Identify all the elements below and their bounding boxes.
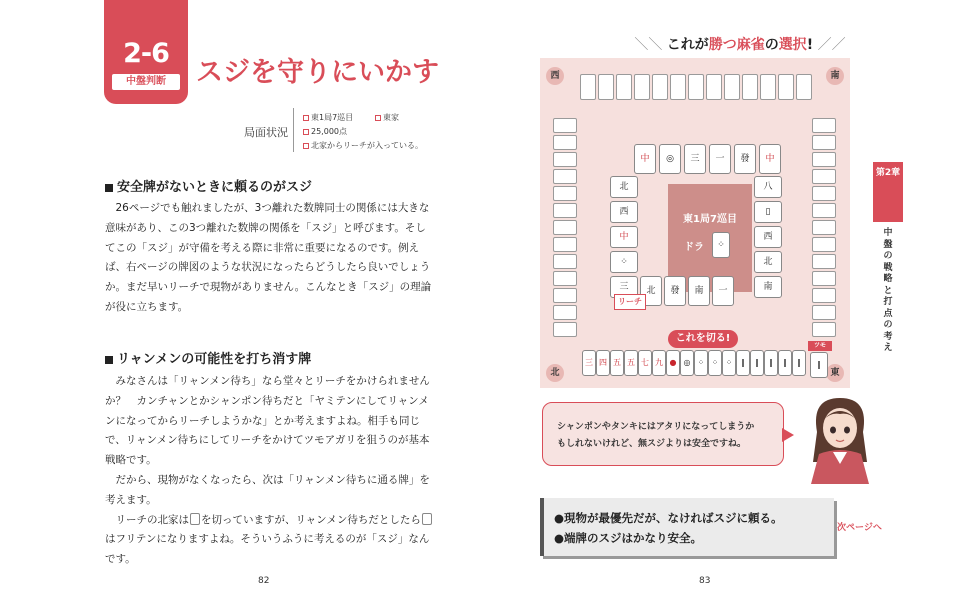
dora-indicator-tile: ⁘ bbox=[712, 232, 730, 258]
tile-back-top bbox=[634, 74, 650, 100]
summary-line-2: ●端牌のスジはかなり安全。 bbox=[554, 531, 703, 545]
tile-back-left bbox=[553, 135, 577, 150]
tile-back-left bbox=[553, 322, 577, 337]
speech-bubble-tail bbox=[782, 428, 794, 442]
discard-tile-right: 北 bbox=[754, 251, 782, 273]
hand-tile: ‖ bbox=[778, 350, 792, 376]
discard-tile-right: 西 bbox=[754, 226, 782, 248]
section-category: 中盤判断 bbox=[112, 74, 180, 90]
pin-tile-icon bbox=[422, 513, 432, 525]
bullet-box-icon bbox=[303, 115, 309, 121]
hand-tile: ‖ bbox=[750, 350, 764, 376]
speech-text: シャンポンやタンキにはアタリになってしまうか もしれないけれど、無スジよりは安全ですね。 bbox=[557, 422, 755, 449]
square-bullet-icon bbox=[105, 356, 113, 364]
situation-note: 北家からリーチが入っている。 bbox=[303, 140, 423, 151]
right-page bbox=[485, 0, 970, 600]
tile-back-left bbox=[553, 237, 577, 252]
tile-back-top bbox=[796, 74, 812, 100]
pin-tile-icon bbox=[190, 513, 200, 525]
chapter-name: 中盤の戦略と打点の考え bbox=[883, 228, 893, 353]
tile-back-right bbox=[812, 237, 836, 252]
tile-back-right bbox=[812, 135, 836, 150]
discard-tile-left: ⁘ bbox=[610, 251, 638, 273]
tile-back-top bbox=[724, 74, 740, 100]
discard-tile-right: 八 bbox=[754, 176, 782, 198]
tile-back-left bbox=[553, 169, 577, 184]
page-number-left: 82 bbox=[258, 576, 270, 586]
tile-back-left bbox=[553, 254, 577, 269]
hand-tile: ⁘ bbox=[694, 350, 708, 376]
discard-tile-top: 中 bbox=[759, 144, 781, 174]
discard-tile-left: 北 bbox=[610, 176, 638, 198]
tile-back-right bbox=[812, 203, 836, 218]
tile-back-right bbox=[812, 152, 836, 167]
summary-box bbox=[540, 498, 834, 556]
tile-back-right bbox=[812, 220, 836, 235]
paragraph-2: みなさんは「リャンメン待ち」なら堂々とリーチをかけられませんか？ カンチャンとかシャンポン待ちだと「ヤミテンにしてリャンメンになってからリーチしようかな」とか考えますよね。相手も同じで、リャンメン待ちにしてリーチをかけてツモアガリを狙うのが基本戦略です。 だから、現物がなくなったら、次は「リャンメン待ちに通る牌」を考えます。 リーチの北家は を切っていますが、リャンメン待ちだとしたらはフリテンになりますよね。そういうふうに考えるのが「スジ」なんです。 bbox=[105, 372, 435, 570]
hand-tile: ‖ bbox=[736, 350, 750, 376]
wind-west-marker: 西 bbox=[546, 67, 564, 85]
tile-back-top bbox=[670, 74, 686, 100]
discard-tile-top: 一 bbox=[709, 144, 731, 174]
riichi-tag: リーチ bbox=[614, 294, 646, 310]
character-illustration-icon bbox=[803, 392, 877, 484]
wind-east-marker: 東 bbox=[826, 364, 844, 382]
square-bullet-icon bbox=[105, 184, 113, 192]
tile-back-right bbox=[812, 254, 836, 269]
tile-back-right bbox=[812, 118, 836, 133]
tile-back-right bbox=[812, 322, 836, 337]
hand-tile: 七 bbox=[638, 350, 652, 376]
chapter-tab bbox=[873, 162, 903, 222]
tile-back-right bbox=[812, 271, 836, 286]
discard-tile-top: 發 bbox=[734, 144, 756, 174]
discard-tile-left: 三 bbox=[610, 276, 638, 298]
hand-tile: ‖ bbox=[792, 350, 806, 376]
situation-seat: 東家 bbox=[375, 112, 399, 123]
tile-back-left bbox=[553, 288, 577, 303]
tile-back-right bbox=[812, 288, 836, 303]
wind-south-marker: 南 bbox=[826, 67, 844, 85]
hand-tile: ● bbox=[666, 350, 680, 376]
discard-tile-top: 中 bbox=[634, 144, 656, 174]
discard-tile-left: 西 bbox=[610, 201, 638, 223]
tile-back-left bbox=[553, 271, 577, 286]
discard-tile-bottom: 一 bbox=[712, 276, 734, 306]
tile-back-top bbox=[652, 74, 668, 100]
discard-tile-top: 三 bbox=[684, 144, 706, 174]
tile-back-left bbox=[553, 186, 577, 201]
tile-back-left bbox=[553, 118, 577, 133]
tile-back-right bbox=[812, 305, 836, 320]
discard-tile-bottom: 發 bbox=[664, 276, 686, 306]
cut-this-tag: これを切る! bbox=[668, 330, 738, 348]
tile-back-top bbox=[760, 74, 776, 100]
summary-line-1: ●現物が最優先だが、なければスジに頼る。 bbox=[554, 511, 783, 525]
section-badge bbox=[104, 0, 188, 104]
tile-back-left bbox=[553, 203, 577, 218]
chapter-label: 第2章 bbox=[875, 168, 901, 178]
hand-tile: 九 bbox=[652, 350, 666, 376]
bullet-box-icon bbox=[303, 143, 309, 149]
discard-tile-left: 中 bbox=[610, 226, 638, 248]
heading-2: リャンメンの可能性を打ち消す牌 bbox=[105, 348, 311, 367]
discard-tile-bottom: 北 bbox=[640, 276, 662, 306]
tile-back-top bbox=[598, 74, 614, 100]
next-page-link[interactable]: 次ページへ bbox=[837, 523, 882, 533]
hand-tile: ⁘ bbox=[722, 350, 736, 376]
page-title: スジを守りにいかす bbox=[196, 57, 439, 88]
page-number-right: 83 bbox=[699, 576, 711, 586]
tile-back-left bbox=[553, 220, 577, 235]
paragraph-4: リーチの北家は を切っていますが、リャンメン待ちだとしたらはフリテンになりますよね。そういうふうに考えるのが「スジ」なんです。 bbox=[105, 511, 435, 570]
tile-back-top bbox=[742, 74, 758, 100]
hand-tile: ◎ bbox=[680, 350, 694, 376]
bullet-box-icon bbox=[375, 115, 381, 121]
hand-tile: 五 bbox=[610, 350, 624, 376]
discard-tile-right: ▯ bbox=[754, 201, 782, 223]
tsumo-tile: ‖ bbox=[810, 352, 828, 378]
tile-back-top bbox=[688, 74, 704, 100]
tile-back-right bbox=[812, 186, 836, 201]
situation-label: 局面状況 bbox=[244, 126, 288, 139]
tsumo-tag: ツモ bbox=[808, 341, 832, 351]
speech-bubble bbox=[542, 402, 784, 466]
hand-tile: 三 bbox=[582, 350, 596, 376]
section-number: 2-6 bbox=[123, 38, 169, 69]
tile-back-top bbox=[616, 74, 632, 100]
mahjong-table bbox=[540, 58, 850, 388]
hand-tile: ⁘ bbox=[708, 350, 722, 376]
situation-points: 25,000点 bbox=[303, 126, 347, 137]
wind-north-marker: 北 bbox=[546, 364, 564, 382]
situation-bracket bbox=[293, 108, 299, 152]
tile-back-top bbox=[778, 74, 794, 100]
tile-back-top bbox=[706, 74, 722, 100]
round-label: 東1局7巡目 bbox=[683, 214, 737, 225]
discard-tile-top: ◎ bbox=[659, 144, 681, 174]
hand-tile: 四 bbox=[596, 350, 610, 376]
tile-back-left bbox=[553, 305, 577, 320]
bullet-box-icon bbox=[303, 129, 309, 135]
discard-tile-right: 南 bbox=[754, 276, 782, 298]
dora-label: ドラ bbox=[684, 242, 704, 253]
tile-back-top bbox=[580, 74, 596, 100]
heading-1: 安全牌がないときに頼るのがスジ bbox=[105, 176, 312, 195]
tile-back-right bbox=[812, 169, 836, 184]
situation-round: 東1局7巡目 bbox=[303, 112, 353, 123]
tile-back-left bbox=[553, 152, 577, 167]
paragraph-1: 26ページでも触れましたが、3つ離れた数牌同士の関係には大きな意味があり、この3つ離れた数牌の関係を「スジ」と呼びます。そしてこの「スジ」が守備を考える際に非常に重要になるのです。例えば、右ページの牌図のような状況になったらどうしたら良いでしょうか。まだ早いリーチで現物がありません。こんなとき「スジ」の理論が役に立ちます。 bbox=[105, 202, 432, 313]
discard-tile-bottom: 南 bbox=[688, 276, 710, 306]
choice-title: ＼＼ これが勝つ麻雀の選択! ／／ bbox=[634, 37, 846, 53]
hand-tile: 五 bbox=[624, 350, 638, 376]
hand-tile: ‖ bbox=[764, 350, 778, 376]
